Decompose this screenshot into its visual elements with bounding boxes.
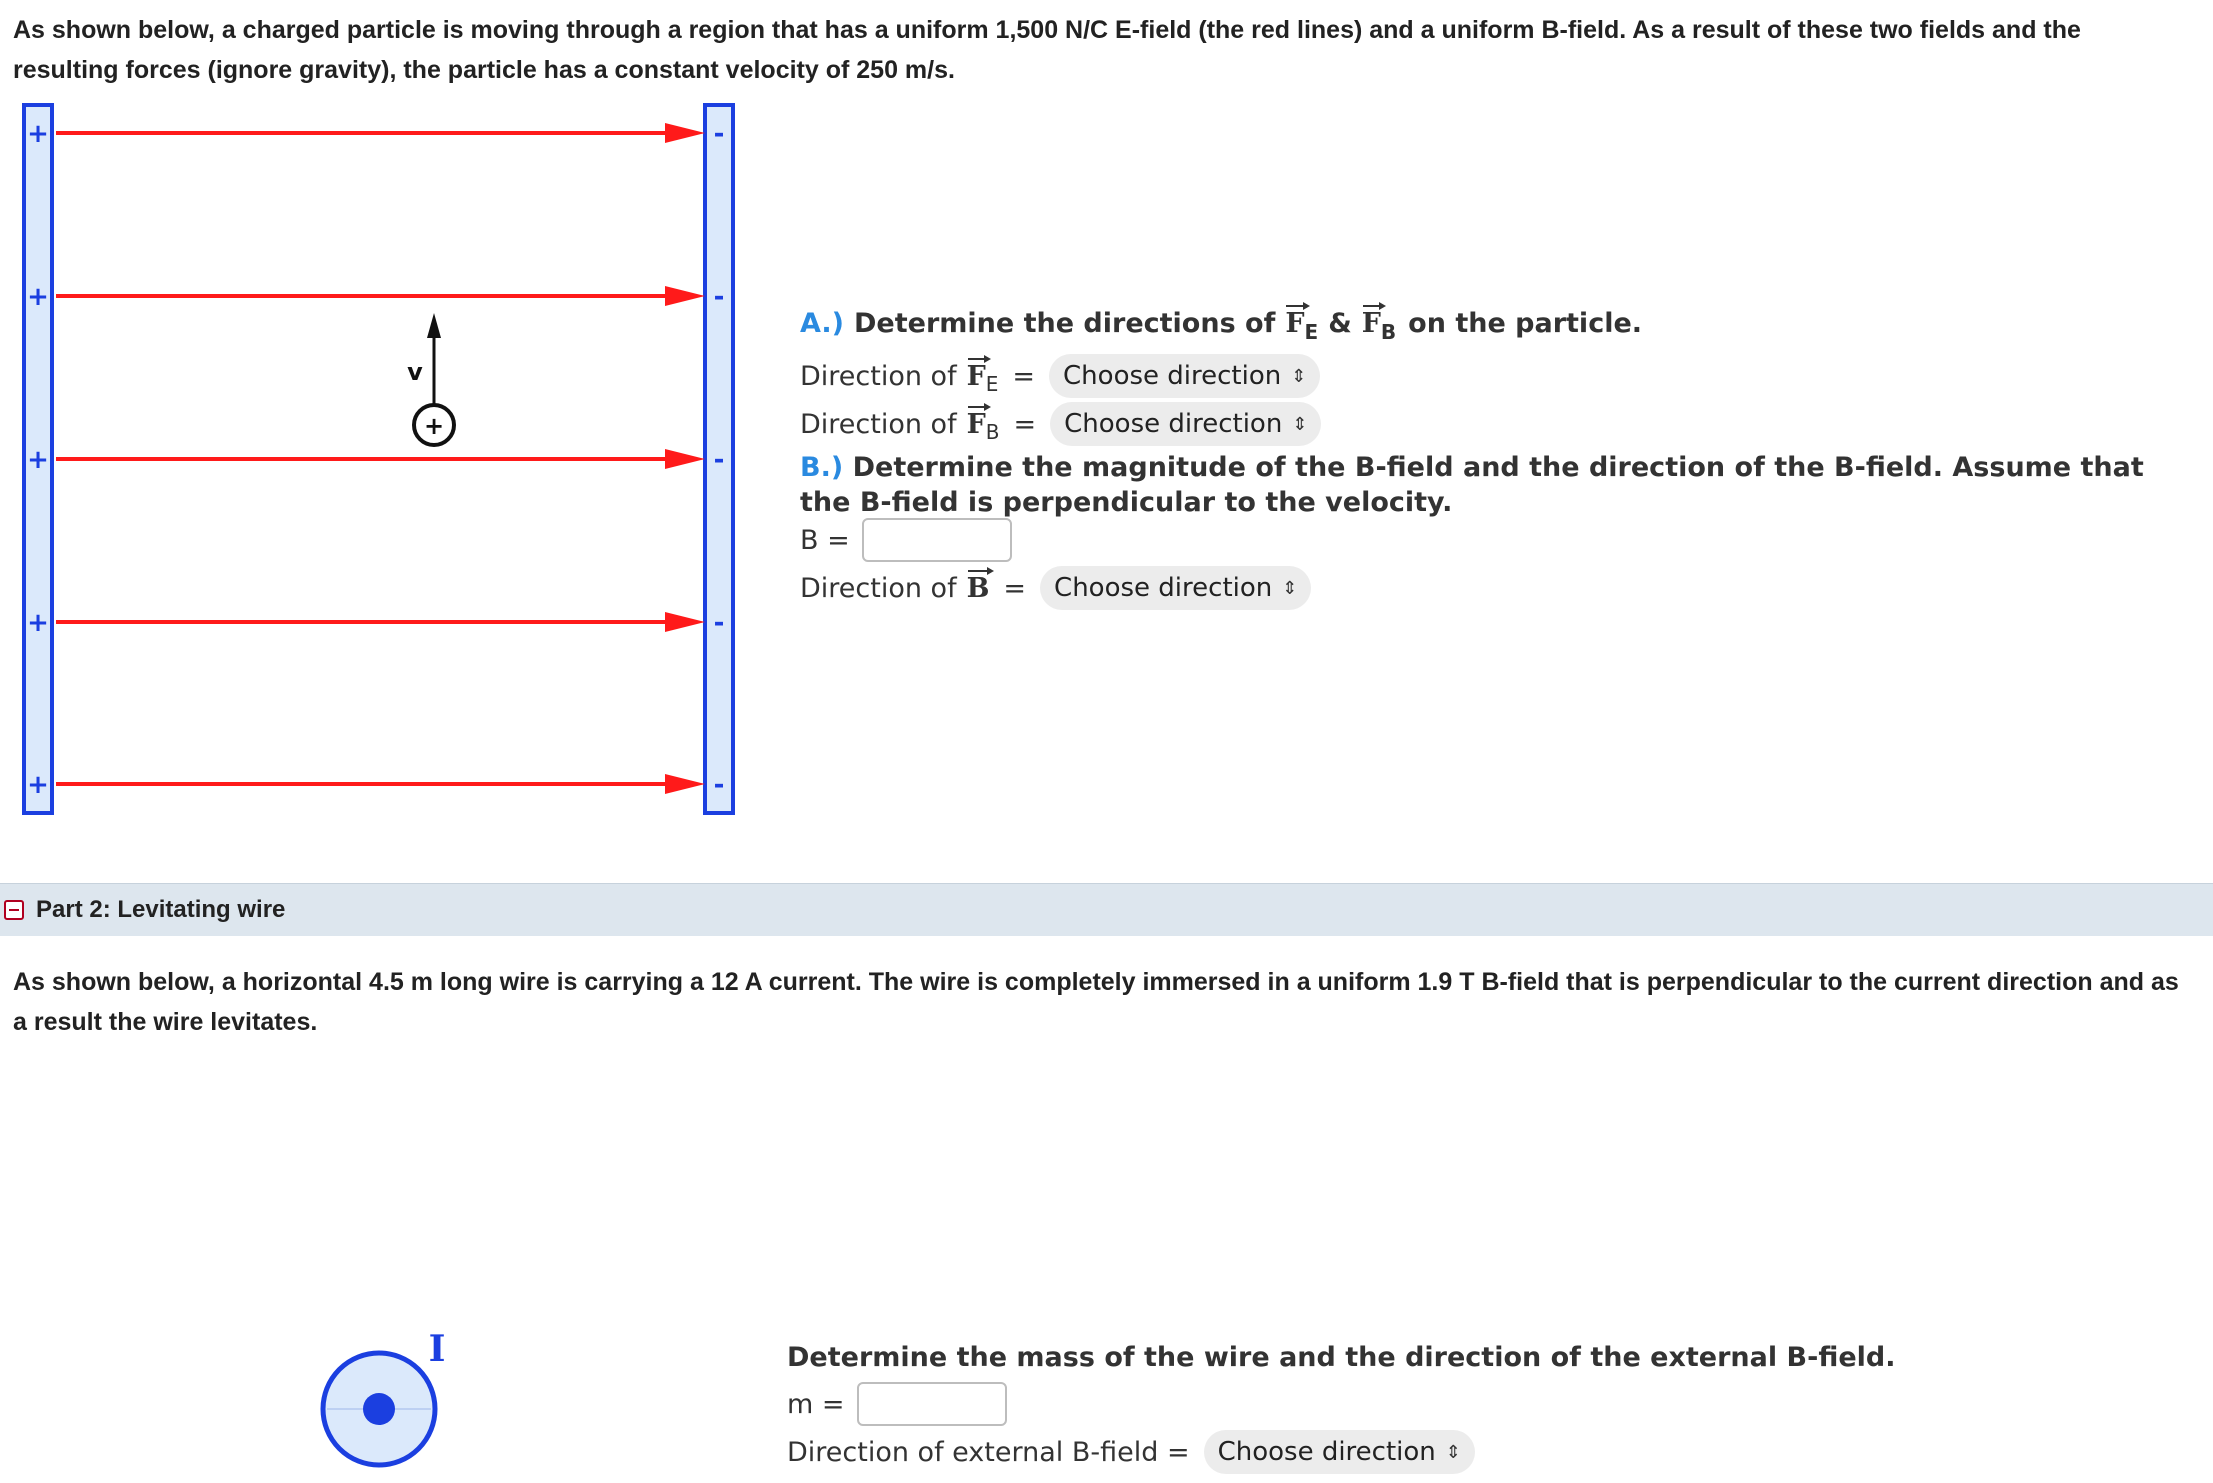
plus-sign: + [27,608,49,638]
fe-direction-row [800,354,1320,398]
chevron-updown-icon: ⇕ [1292,413,1308,435]
fe-direction-label: Direction of [800,360,957,392]
question-a-text: Determine the directions of [854,308,1276,339]
fe-direction-select[interactable] [1049,354,1320,398]
chevron-updown-icon: ⇕ [1445,1441,1461,1463]
select-value: Choose direction [1054,573,1273,603]
b-vector-symbol: B [966,572,990,604]
b-direction-select[interactable] [1040,566,1311,610]
part2-header[interactable] [0,883,2213,936]
equals-sign: = [1012,360,1036,392]
equals-sign: = [1003,572,1027,604]
velocity-arrow-icon [427,313,441,338]
mass-label: m = [787,1388,845,1420]
part2-title: Part 2: Levitating wire [36,896,286,923]
b-magnitude-label: B = [800,524,850,556]
collapse-icon[interactable] [4,900,24,920]
question-b-tag: B.) [800,452,844,483]
fb-direction-select[interactable] [1050,402,1321,446]
question-b-text: Determine the magnitude of the B-field and the direction of the B-field. Assume that the B-field is perpendicular to the velocity. [800,452,2144,518]
b-magnitude-input[interactable] [862,518,1012,562]
fb-vector-symbol: F [966,408,986,440]
fe-subscript: E [985,372,999,396]
select-value: Choose direction [1063,361,1282,391]
part2-intro: As shown below, a horizontal 4.5 m long wire is carrying a 12 A current. The wire is completely immersed in a uniform 1.9 T B-field that is perpendicular to the current direction and as a result the wire levitates. [13,968,2179,1036]
plus-sign: + [27,770,49,800]
fe-vector-symbol: F [966,360,986,392]
b-magnitude-row [800,518,1012,562]
external-b-direction-select[interactable] [1204,1430,1475,1474]
plus-sign: + [27,119,49,149]
equals-sign: = [1013,408,1037,440]
question-b-heading [800,450,2160,520]
mass-input[interactable] [857,1382,1007,1426]
question-a-text-end: on the particle. [1408,308,1643,339]
mass-row [787,1382,1007,1426]
fb-direction-label: Direction of [800,408,957,440]
minus-sign: - [713,608,725,638]
current-label: I [428,1328,446,1370]
velocity-label: v [407,358,423,386]
plus-sign: + [27,282,49,312]
chevron-updown-icon: ⇕ [1282,577,1298,599]
fb-vector-symbol: F [1361,308,1381,339]
external-b-direction-row [787,1430,1475,1474]
fb-subscript: B [1380,319,1397,344]
minus-sign: - [713,770,725,800]
capacitor-diagram [20,100,740,820]
part1-questions [800,300,2200,630]
minus-sign: - [713,445,725,475]
chevron-updown-icon: ⇕ [1291,365,1307,387]
ampersand: & [1328,308,1352,339]
part1-intro: As shown below, a charged particle is moving through a region that has a uniform 1,500 N/C E-field (the red lines) and a uniform B-field. As a result of these two fields and the resulting forces (ignore gravity), the particle has a constant velocity of 250 m/s. [13,16,2081,84]
part2-questions [787,1342,2187,1482]
fb-subscript: B [985,420,1000,444]
fb-direction-row [800,402,1321,446]
fe-subscript: E [1304,319,1319,344]
b-direction-label: Direction of [800,572,957,604]
part2-question-text: Determine the mass of the wire and the direction of the external B-field. [787,1342,1896,1373]
current-out-of-page-dot [363,1393,395,1425]
charge-symbol: + [423,412,445,440]
plus-sign: + [27,445,49,475]
minus-sign: - [713,282,725,312]
charged-particle [407,313,454,445]
question-a-heading [800,308,1643,344]
wire-cross-section-diagram [315,1325,465,1475]
question-a-tag: A.) [800,308,844,339]
b-direction-row [800,566,1311,610]
select-value: Choose direction [1217,1437,1436,1467]
fe-vector-symbol: F [1285,308,1305,339]
select-value: Choose direction [1064,409,1283,439]
e-field-lines [56,123,705,794]
external-b-direction-label: Direction of external B-field = [787,1436,1190,1468]
minus-sign: - [713,119,725,149]
